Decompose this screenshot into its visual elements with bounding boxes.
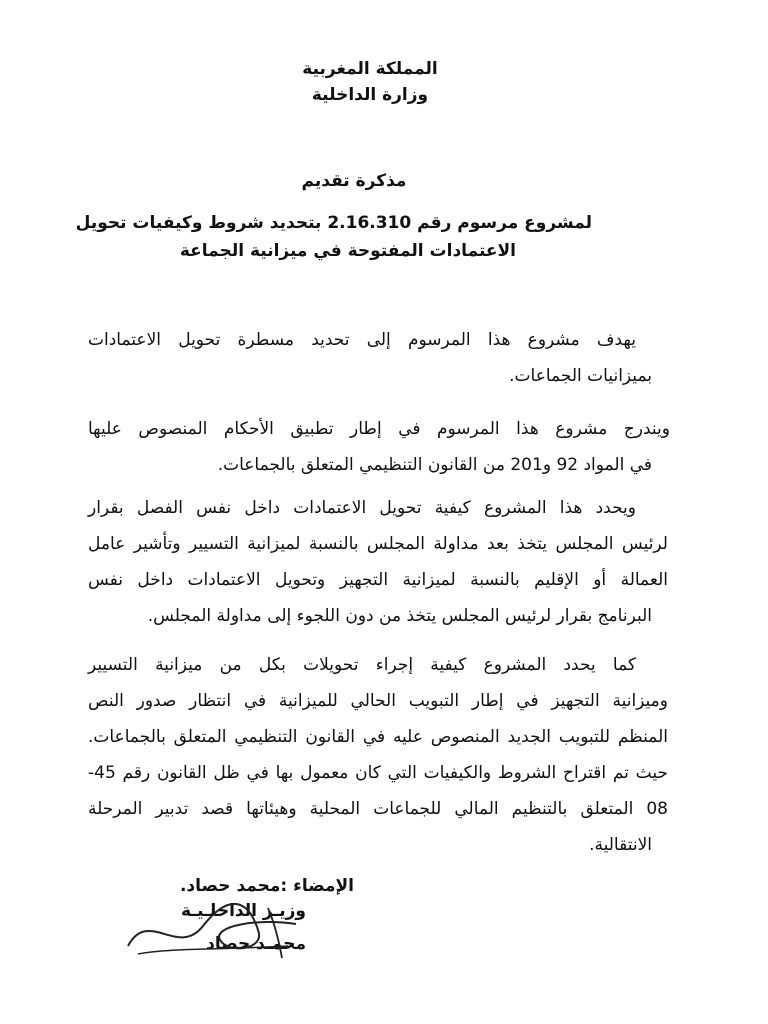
handwritten-signature xyxy=(108,888,308,968)
subject-line-2: الاعتمادات المفتوحة في ميزانية الجماعة xyxy=(179,241,516,261)
paragraph-3-line-1: ويحدد هذا المشروع كيفية تحويل الاعتمادات داخل نفس الفصل بقرار xyxy=(88,498,636,518)
minister-name: محمـد حصاد xyxy=(206,934,306,954)
paragraph-4-line-4: حيث تم اقتراح الشروط والكيفيات التي كان معمول بها في ظل القانون رقم 45- xyxy=(88,763,668,783)
paragraph-2-line-1: ويندرج مشروع هذا المرسوم في إطار تطبيق الأحكام المنصوص عليها xyxy=(88,419,670,439)
memo-title: مذكرة تقديم xyxy=(301,171,407,191)
paragraph-4-line-6: الانتقالية. xyxy=(589,835,652,855)
paragraph-1-line-2: بميزانيات الجماعات. xyxy=(509,366,652,386)
paragraph-1-line-1: يهدف مشروع هذا المرسوم إلى تحديد مسطرة تحويل الاعتمادات xyxy=(88,330,636,350)
paragraph-2-line-2: في المواد 92 و201 من القانون التنظيمي المتعلق بالجماعات. xyxy=(217,455,652,475)
subject-line-1: لمشروع مرسوم رقم 2.16.310 بتحديد شروط وكيفيات تحويل xyxy=(75,213,592,233)
paragraph-4-line-2: وميزانية التجهيز في إطار التبويب الحالي للميزانية في انتظار صدور النص xyxy=(88,691,668,711)
paragraph-3-line-2: لرئيس المجلس يتخذ بعد مداولة المجلس بالنسبة لميزانية التسيير وتأشير عامل xyxy=(88,534,668,554)
paragraph-3-line-3: العمالة أو الإقليم بالنسبة لميزانية التجهيز وتحويل الاعتمادات داخل نفس xyxy=(88,570,668,590)
paragraph-3-line-4: البرنامج بقرار لرئيس المجلس يتخذ من دون اللجوء إلى مداولة المجلس. xyxy=(147,606,652,626)
paragraph-4-line-5: 08 المتعلق بالتنظيم المالي للجماعات المحلية وهيئاتها قصد تدبير المرحلة xyxy=(88,799,668,819)
kingdom-name: المملكة المغربية xyxy=(302,59,438,79)
minister-title: وزيـر الداخلـيـة xyxy=(181,901,306,921)
paragraph-4-line-3: المنظم للتبويب الجديد المنصوص عليه في القانون التنظيمي المتعلق بالجماعات. xyxy=(88,727,668,747)
letterhead xyxy=(220,56,520,108)
signature-label: الإمضاء :محمد حصاد. xyxy=(179,876,354,896)
paragraph-4-line-1: كما يحدد المشروع كيفية إجراء تحويلات بكل من ميزانية التسيير xyxy=(88,655,636,675)
ministry-name: وزارة الداخلية xyxy=(311,85,429,105)
